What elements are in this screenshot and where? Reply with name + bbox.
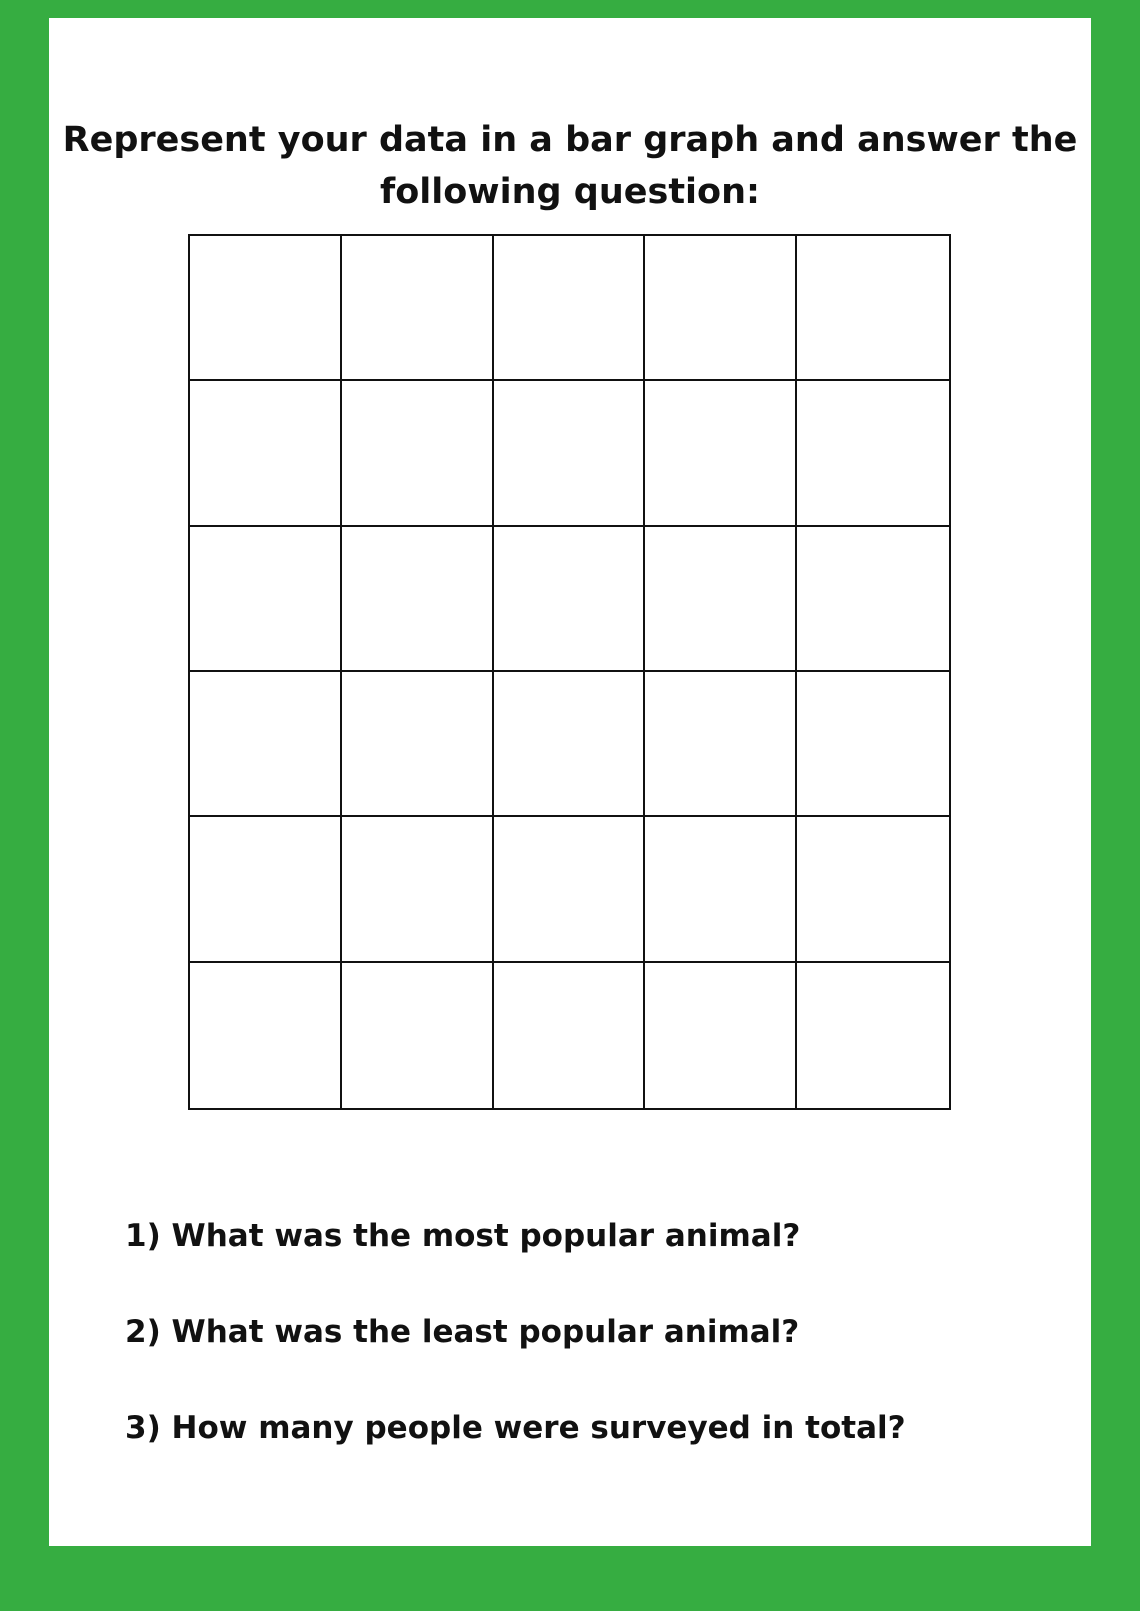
grid-cell bbox=[494, 527, 646, 672]
grid-cell bbox=[190, 527, 342, 672]
grid-cell bbox=[190, 236, 342, 381]
grid-cell bbox=[342, 527, 494, 672]
worksheet-page bbox=[49, 18, 1091, 1546]
grid-cell bbox=[797, 963, 949, 1108]
grid-cell bbox=[494, 672, 646, 817]
question-list bbox=[125, 1214, 906, 1502]
grid-cell bbox=[494, 963, 646, 1108]
grid-cell bbox=[797, 236, 949, 381]
grid-cell bbox=[645, 527, 797, 672]
grid-cell bbox=[797, 381, 949, 526]
question-least-popular: 2) What was the least popular animal? bbox=[125, 1314, 800, 1350]
worksheet-title: Represent your data in a bar graph and answer the following question: bbox=[62, 120, 1078, 212]
grid-cell bbox=[797, 672, 949, 817]
blank-bar-graph-grid bbox=[188, 234, 951, 1110]
grid-cell bbox=[190, 963, 342, 1108]
grid-cell bbox=[190, 381, 342, 526]
grid-cell bbox=[494, 236, 646, 381]
grid-cell bbox=[342, 817, 494, 962]
grid-cell bbox=[342, 236, 494, 381]
grid-cell bbox=[645, 963, 797, 1108]
question-most-popular: 1) What was the most popular animal? bbox=[125, 1218, 801, 1254]
grid-cell bbox=[494, 817, 646, 962]
grid-cell bbox=[494, 381, 646, 526]
grid-cell bbox=[645, 817, 797, 962]
grid-cell bbox=[645, 236, 797, 381]
grid-cell bbox=[190, 817, 342, 962]
grid-cell bbox=[342, 672, 494, 817]
grid-cell bbox=[797, 817, 949, 962]
grid-cell bbox=[342, 381, 494, 526]
grid-cell bbox=[797, 527, 949, 672]
question-total-surveyed: 3) How many people were surveyed in total? bbox=[125, 1410, 906, 1446]
grid-cell bbox=[190, 672, 342, 817]
grid-cell bbox=[645, 381, 797, 526]
grid-cell bbox=[645, 672, 797, 817]
grid-cell bbox=[342, 963, 494, 1108]
